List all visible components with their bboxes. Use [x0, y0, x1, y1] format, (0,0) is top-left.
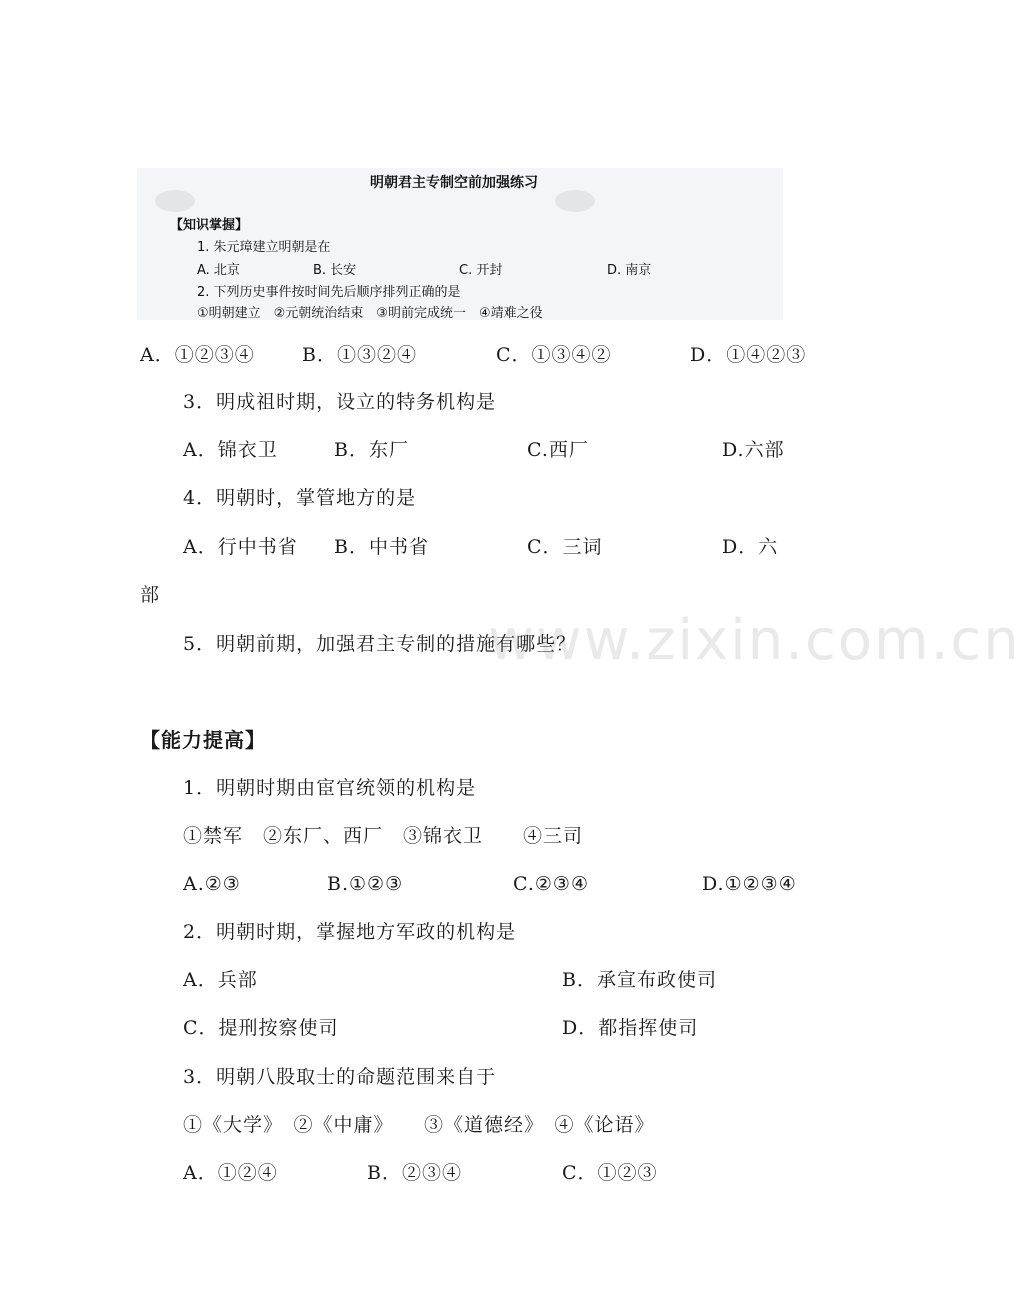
k-q4-stem: 4．明朝时，掌管地方的是: [183, 487, 417, 509]
question-1-option-a: A. 北京: [197, 263, 240, 278]
question-2-stem: 2. 下列历史事件按时间先后顺序排列正确的是: [197, 285, 461, 300]
a-q2-option-d: D．都指挥使司: [562, 1017, 699, 1039]
a-q3-option-a: A．①②④: [183, 1162, 278, 1184]
a-q3-stem: 3．明朝八股取士的命题范围来自于: [183, 1066, 497, 1088]
question-1-option-c: C. 开封: [459, 263, 503, 278]
a-q3-items: ①《大学》 ②《中庸》 ③《道德经》 ④《论语》: [183, 1114, 655, 1136]
k-q3-stem: 3．明成祖时期，设立的特务机构是: [183, 391, 497, 413]
k-q3-option-a: A．锦衣卫: [183, 439, 278, 461]
worksheet-title: 明朝君主专制空前加强练习: [370, 175, 538, 191]
k-q4-option-b: B．中书省: [334, 536, 429, 558]
k-q2-option-d: D．①④②③: [690, 344, 807, 366]
k-q4-option-d-wrap: 部: [140, 584, 161, 606]
k-q4-option-d: D．六: [722, 536, 779, 558]
question-1-option-d: D. 南京: [607, 263, 652, 278]
k-q2-option-c: C．①③④②: [496, 344, 612, 366]
a-q1-option-a: A.②③: [183, 873, 241, 895]
scanned-header-image: [137, 168, 783, 320]
a-q1-option-b: B.①②③: [327, 873, 404, 895]
a-q1-option-c: C.②③④: [513, 873, 589, 895]
k-q5-stem: 5．明朝前期，加强君主专制的措施有哪些？: [183, 633, 577, 655]
k-q3-option-d: D.六部: [722, 439, 785, 461]
k-q2-option-a: A．①②③④: [140, 344, 255, 366]
k-q4-option-c: C．三词: [527, 536, 603, 558]
a-q2-option-a: A．兵部: [183, 969, 258, 991]
site-watermark: www.zixin.com.cn: [488, 608, 1021, 673]
k-q2-option-b: B．①③②④: [302, 344, 417, 366]
section-heading-knowledge: 【知识掌握】: [170, 218, 249, 233]
logo-watermark-icon: [555, 190, 595, 212]
question-2-items: ①明朝建立 ②元朝统治结束 ③明前完成统一 ④靖难之役: [197, 306, 543, 321]
k-q3-option-c: C.西厂: [527, 439, 589, 461]
section-heading-ability: 【能力提高】: [140, 728, 266, 752]
question-1-option-b: B. 长安: [313, 263, 357, 278]
k-q4-option-a: A．行中书省: [183, 536, 298, 558]
logo-watermark-icon: [155, 190, 195, 212]
a-q1-stem: 1．明朝时期由宦官统领的机构是: [183, 777, 477, 799]
a-q1-items: ①禁军 ②东厂、西厂 ③锦衣卫 ④三司: [183, 825, 584, 847]
a-q2-stem: 2．明朝时期，掌握地方军政的机构是: [183, 921, 517, 943]
k-q3-option-b: B．东厂: [334, 439, 409, 461]
a-q1-option-d: D.①②③④: [702, 873, 797, 895]
a-q3-option-c: C．①②③: [562, 1162, 658, 1184]
a-q3-option-b: B．②③④: [367, 1162, 462, 1184]
question-1-stem: 1. 朱元璋建立明朝是在: [197, 240, 331, 255]
a-q2-option-c: C．提刑按察使司: [183, 1017, 339, 1039]
a-q2-option-b: B．承宣布政使司: [562, 969, 717, 991]
